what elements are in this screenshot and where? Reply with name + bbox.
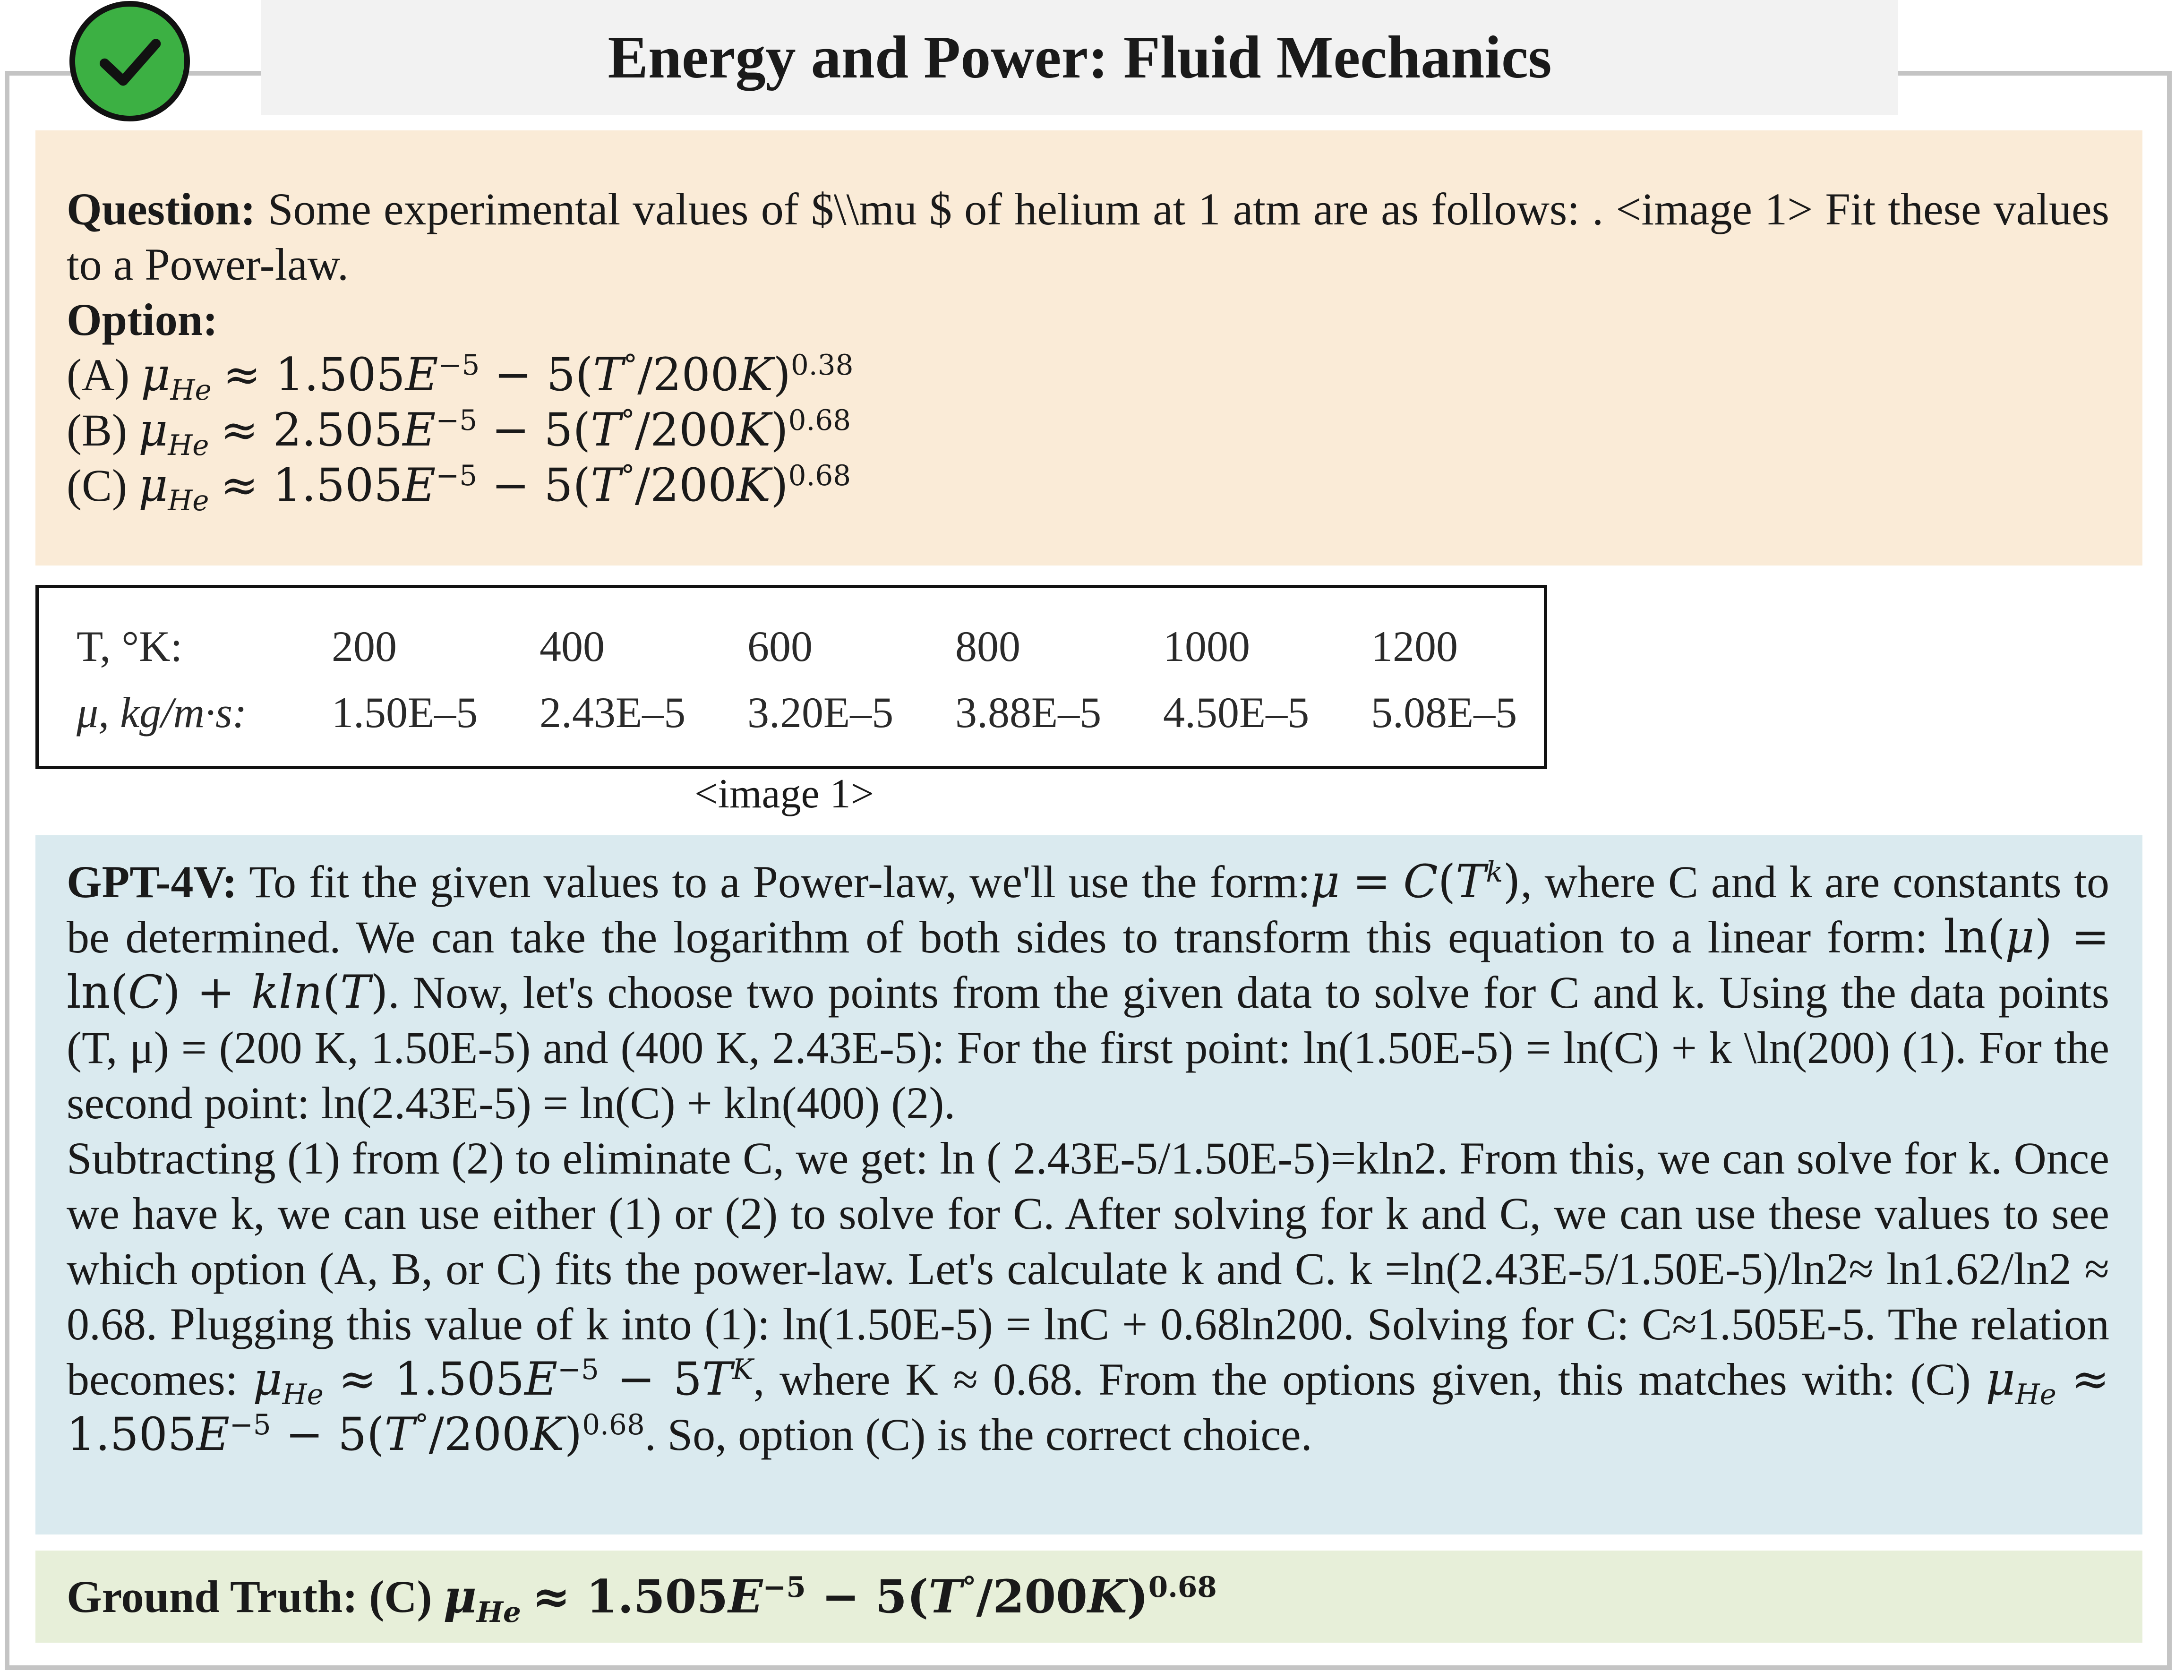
table-row: T, °K: 200 400 600 800 1000 1200 [77,622,1458,670]
option-b: (B) $\mu_{He} \approx 2.505E^{-5} - 5(T^\circ/200K)^{0.68}$ [67,403,851,463]
answer-text-continued: Subtracting (1) from (2) to eliminate C, we get: ln ( 2.43E-5/1.50E-5)=kln2. From this, we can solve for k. Once we have k, we can use either (1) or (2) to solve for C. After solving for k and C, we can use these values to see which option (A, B, or C) fits the power-law. Let's calculate k and C. k =ln(2.43E-5/1.50E-5)/ln2≈ ln1.62/ln2 ≈ 0.68. Plugging this value of k into (1): ln(1.50E-5) = lnC + 0.68ln200. Solving for C: C≈1.505E-5. The relation becomes: $\mu_{He} \approx 1.505E^{-5} - 5T^K$, where K ≈ 0.68. From the options given, this matches with: (C) $\mu_{He} \approx 1.505E^{-5} - 5(T^\circ/200K)^{0.68}$. So, option (C) is the correct choice. [67,1133,2110,1461]
image-caption: <image 1> [694,771,874,817]
table-row: μ, kg/m·s: 1.50E–5 2.43E–5 3.20E–5 3.88E–5 4.50E–5 5.08E–5 [77,688,1517,737]
check-circle-icon [69,1,190,121]
option-label: Option: [67,294,218,345]
question-label: Question: [67,184,256,234]
question-panel [35,130,2142,566]
question-text: Question: Some experimental values of $\\mu $ of helium at 1 atm are as follows: . <image 1> Fit these values to a Power-law. [67,184,2110,290]
data-table-image [35,585,1547,769]
option-c: (C) $\mu_{He} \approx 1.505E^{-5} - 5(T^\circ/200K)^{0.68}$ [67,459,851,518]
answer-text: GPT-4V: To fit the given values to a Power-law, we'll use the form:μ = $C(T^k)$, where C and k are constants to be determined. We can take the logarithm of both sides to transform this equation to a linear form: ln(μ) = ln(C) + kln(T). Now, let's choose two points from the given data to solve for C and k. Using the data points (T, μ) = (200 K, 1.50E-5) and (400 K, 2.43E-5): For the first point: ln(1.50E-5) = ln(C) + k \ln(200) (1). For the second point: ln(2.43E-5) = ln(C) + kln(400) (2). [67,855,2110,1128]
answer-label: GPT-4V: [67,857,237,907]
page-title: Energy and Power: Fluid Mechanics [261,0,1898,115]
option-a: (A) $\mu_{He} \approx 1.505E^{-5} - 5(T^\circ/200K)^{0.38}$ [67,348,854,407]
ground-truth-label: Ground Truth: (C) [67,1571,432,1622]
answer-panel [35,835,2142,1534]
ground-truth-panel: Ground Truth: (C) $\mu_{He}$ ≈ $1.505E^{-5} - 5(T^\circ/200K)^{0.68}$ [35,1551,2142,1643]
